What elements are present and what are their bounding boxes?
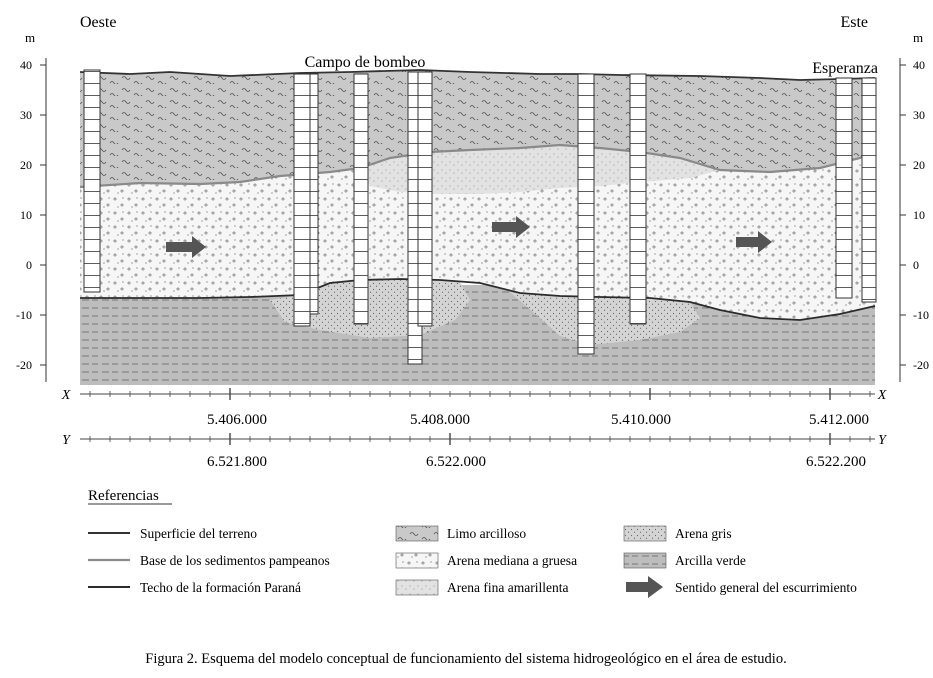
figure-caption: Figura 2. Esquema del modelo conceptual de funcionamiento del sistema hidrogeológico en el área de estudio. [145, 651, 787, 667]
elevation-tick-label: 30 [913, 108, 925, 122]
legend-label: Arena fina amarillenta [447, 580, 569, 595]
silty-clay-swatch [396, 526, 438, 541]
y-axis-label: Y [62, 433, 70, 448]
y-axis-label: Y [878, 433, 886, 448]
legend-title: Referencias [88, 488, 159, 504]
legend-label: Superficie del terreno [140, 526, 257, 541]
legend-label: Arena mediana a gruesa [447, 553, 578, 568]
well [578, 74, 594, 354]
well [418, 72, 432, 326]
right-elevation-axis [900, 30, 929, 382]
legend [88, 488, 857, 598]
unit-label: m [24, 30, 36, 45]
elevation-tick-label: 10 [913, 208, 925, 222]
elevation-tick-label: 0 [913, 258, 919, 272]
y-coordinate-axis [62, 433, 888, 470]
x-coordinate-axis [61, 388, 887, 428]
elevation-tick-label: 40 [913, 58, 925, 72]
x-tick-label: 5.410.000 [611, 412, 671, 428]
legend-label: Base de los sedimentos pampeanos [140, 553, 330, 568]
y-tick-label: 6.522.200 [806, 454, 866, 470]
x-tick-label: 5.412.000 [809, 412, 869, 428]
well [862, 78, 876, 302]
legend-label: Techo de la formación Paraná [140, 580, 301, 595]
elevation-tick-label: 30 [20, 108, 32, 122]
legend-label: Arcilla verde [675, 553, 746, 568]
flow-direction-arrow-icon [626, 576, 663, 598]
legend-label: Sentido general del escurrimiento [675, 580, 857, 595]
unit-label: m [912, 30, 924, 45]
cross-section [80, 70, 876, 385]
left-elevation-axis [16, 30, 46, 382]
elevation-tick-label: 20 [20, 158, 32, 172]
fine-yellowish-sand-swatch [396, 580, 438, 595]
well [354, 74, 368, 324]
gray-sand-swatch [624, 526, 666, 541]
well [294, 74, 310, 326]
well [84, 70, 100, 292]
elevation-tick-label: 10 [20, 208, 32, 222]
elevation-tick-label: 40 [20, 58, 32, 72]
green-clay-swatch [624, 553, 666, 568]
legend-label: Limo arcilloso [447, 526, 527, 541]
west-label: Oeste [80, 14, 117, 31]
y-tick-label: 6.521.800 [207, 454, 267, 470]
elevation-tick-label: 0 [26, 258, 32, 272]
x-tick-label: 5.406.000 [207, 412, 267, 428]
elevation-tick-label: -20 [16, 358, 32, 372]
x-axis-label: X [61, 388, 71, 403]
well [310, 74, 318, 314]
elevation-tick-label: -20 [913, 358, 929, 372]
medium-coarse-sand-swatch [396, 553, 438, 568]
legend-label: Arena gris [675, 526, 732, 541]
well [836, 78, 852, 298]
elevation-tick-label: -10 [16, 308, 32, 322]
y-tick-label: 6.522.000 [426, 454, 486, 470]
east-label: Este [840, 14, 868, 31]
elevation-tick-label: -10 [913, 308, 929, 322]
pumping-field-label: Campo de bombeo [304, 54, 426, 71]
x-tick-label: 5.408.000 [410, 412, 470, 428]
esperanza-label: Esperanza [812, 60, 878, 77]
well [630, 74, 646, 324]
x-axis-label: X [877, 388, 887, 403]
elevation-tick-label: 20 [913, 158, 925, 172]
